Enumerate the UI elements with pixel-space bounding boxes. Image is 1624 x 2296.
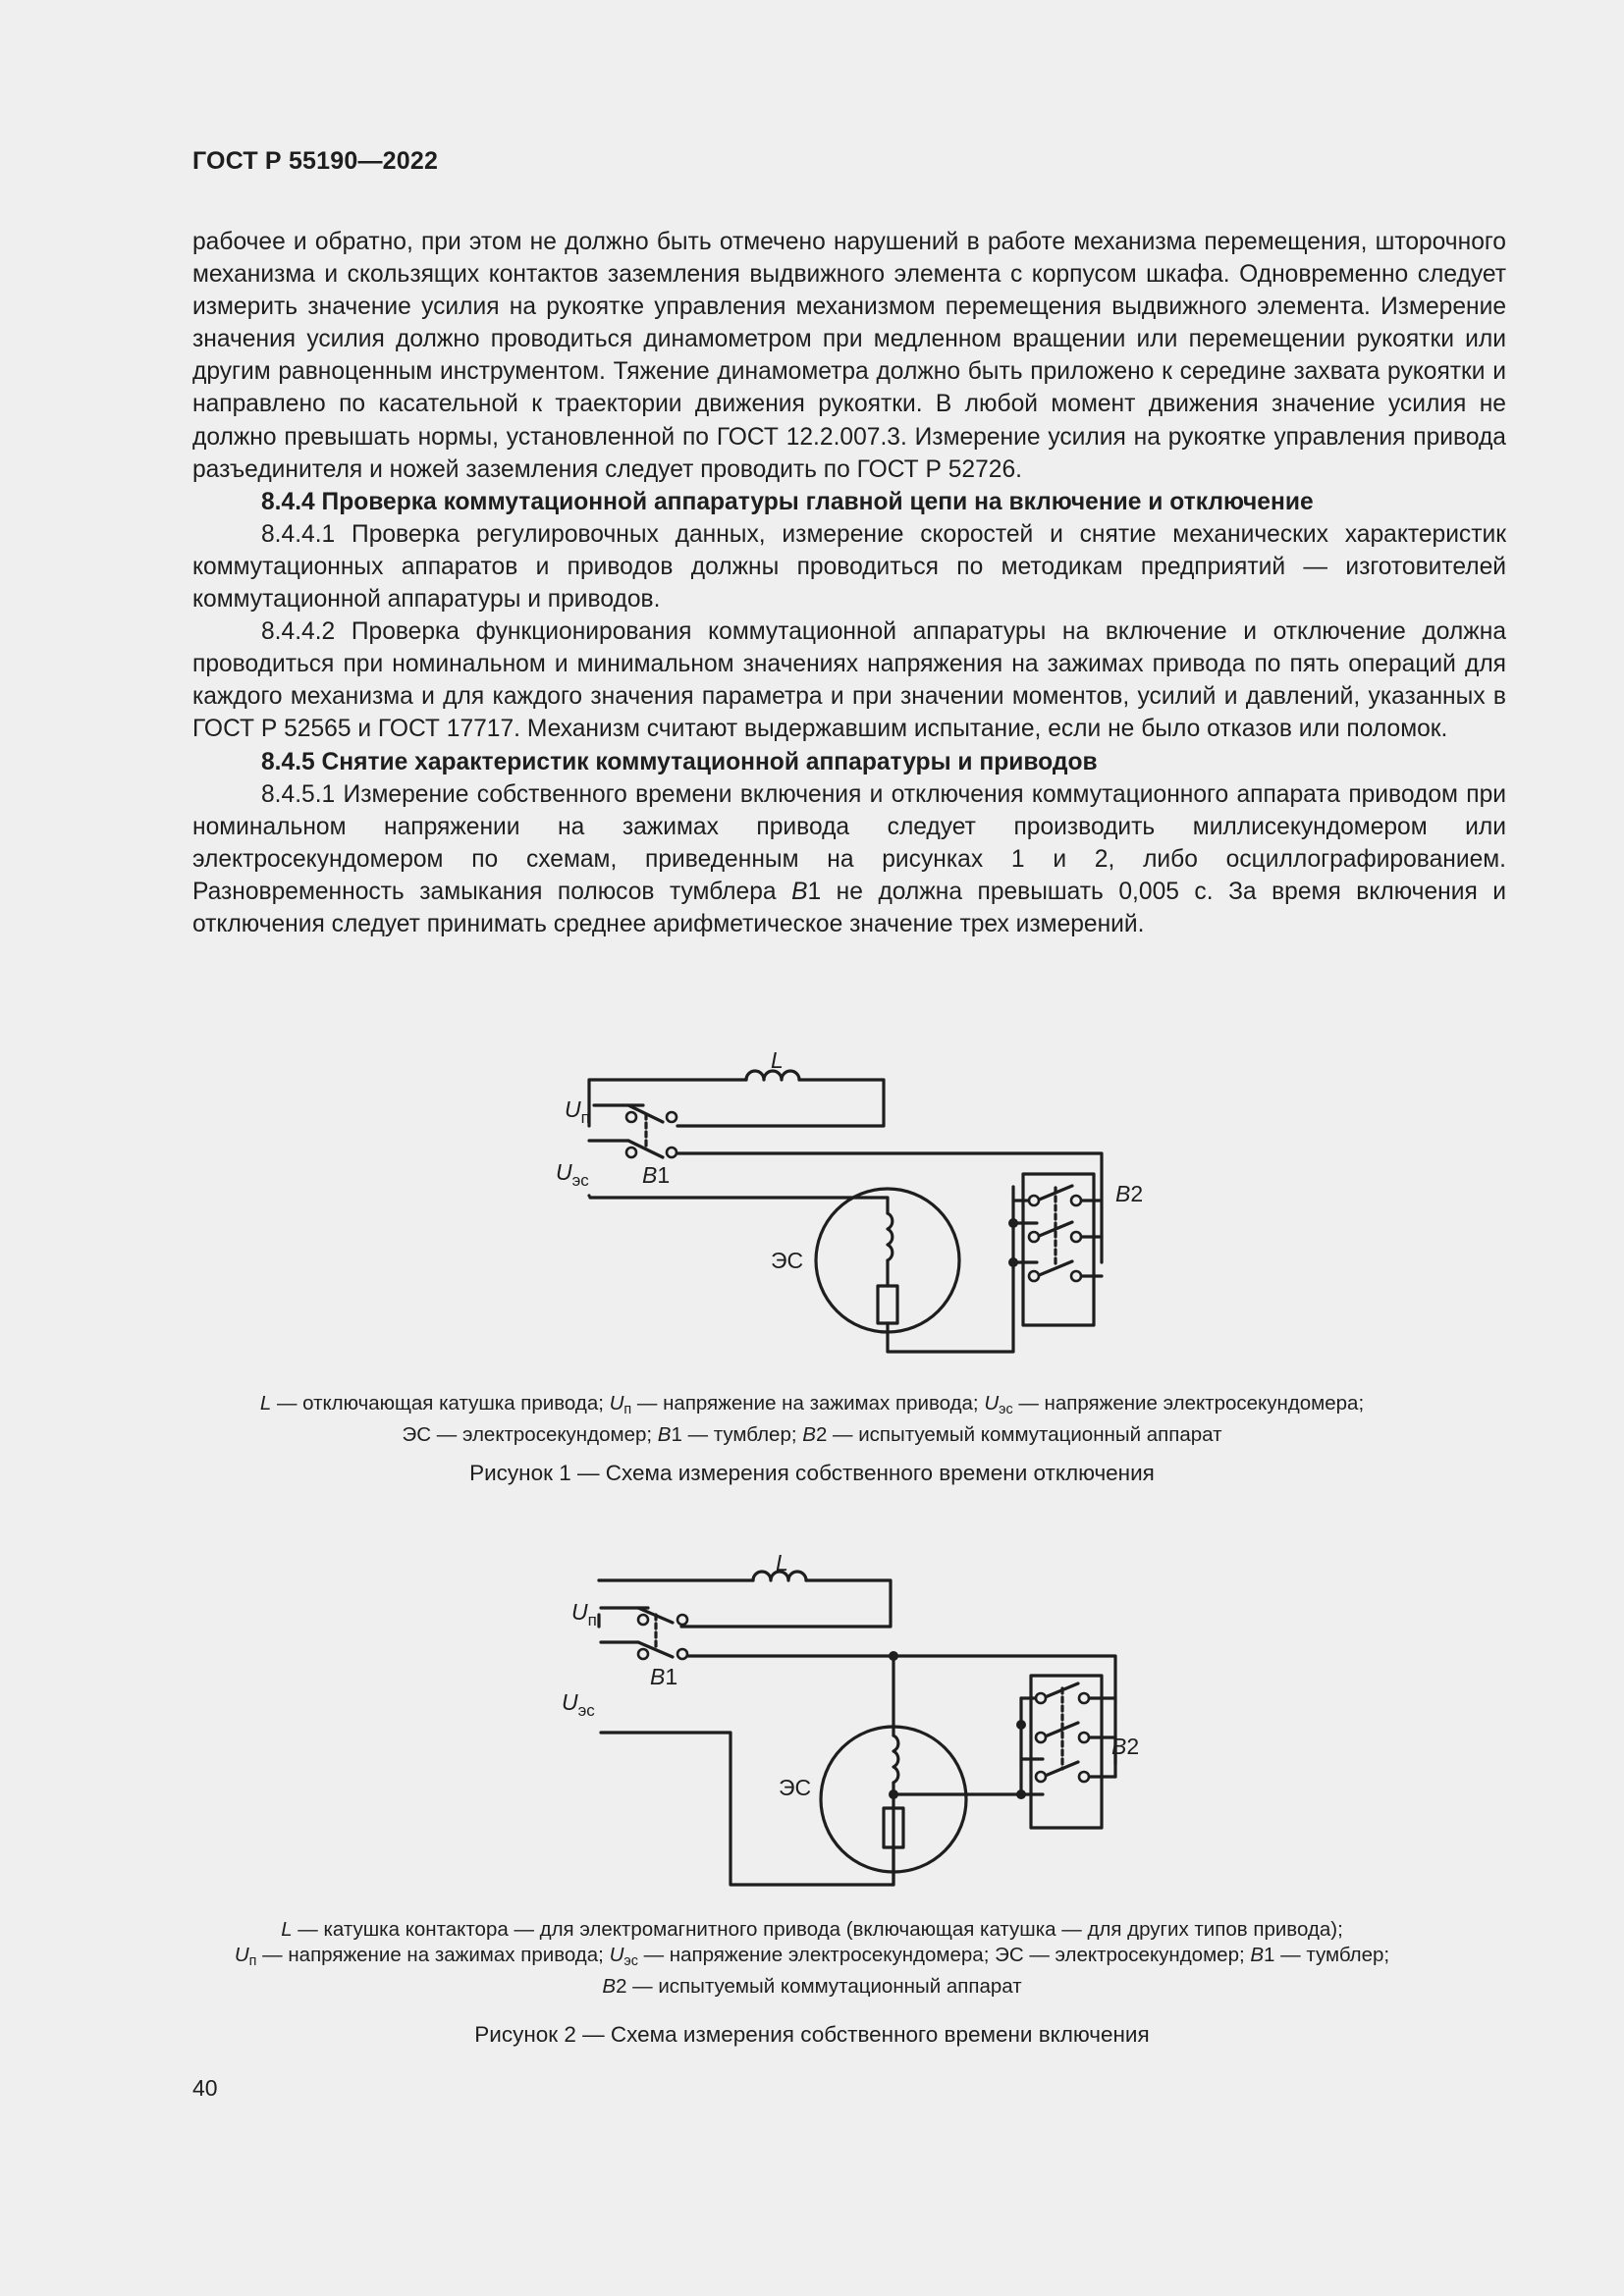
switch-b2-blade: [1043, 1762, 1078, 1777]
circuit-diagram-2: [0, 1551, 1624, 1919]
wire: [681, 1580, 891, 1627]
junction-dot: [1008, 1257, 1018, 1267]
contact: [1079, 1733, 1089, 1742]
contact: [626, 1112, 636, 1122]
junction-dot: [889, 1789, 898, 1799]
stopwatch-coil: [888, 1213, 893, 1260]
legend-line: L — отключающая катушка привода; $U_п$ — напряжение на зажимах привода; $U_{эс}$ — напряжение электросекундомера;: [259, 1392, 1365, 1417]
wire: [856, 1198, 888, 1213]
wire: [589, 1080, 746, 1115]
stopwatch-es-label: ЭС: [771, 1248, 804, 1273]
figure-2: [0, 1551, 1624, 1919]
junction-dot: [1016, 1789, 1026, 1799]
body-text: [192, 226, 1506, 940]
document-header: ГОСТ Р 55190—2022: [192, 147, 439, 175]
contact: [1036, 1693, 1046, 1703]
contact: [1029, 1232, 1039, 1242]
stopwatch-resistor: [878, 1286, 897, 1323]
stopwatch-coil: [893, 1735, 898, 1783]
stopwatch-es-label: ЭС: [779, 1775, 812, 1800]
junction-dot: [889, 1651, 898, 1661]
variable-b: В: [791, 878, 808, 905]
contact: [1071, 1196, 1081, 1205]
paragraph-8-4-5-1-part-a: 8.4.5.1 Измерение собственного времени включения и отключения коммутационного аппарата приводом при номинальном напряжении на зажимах привода следует производить миллисекундомером или электросекундомером по схемам, приведенным на рисунках 1 и 2, либо осциллографированием. Разновременность замыкания полюсов тумблера: [192, 780, 1506, 905]
wire: [677, 1080, 884, 1126]
junction-dot: [1016, 1720, 1026, 1730]
coil-l-label: L: [776, 1551, 788, 1575]
paragraph-8-4-4-2: 8.4.4.2 Проверка функционирования коммутационной аппаратуры на включение и отключение должна проводиться при номинальном и минимальном значениях напряжения на зажимах привода по пять операций для каждого механизма и для каждого значения параметра и при значении моментов, усилий и давлений, указанных в ГОСТ Р 52565 и ГОСТ 17717. Механизм считают выдержавшим испытание, если не было отказов или поломок.: [192, 618, 1506, 743]
switch-b2-label: В2: [1111, 1734, 1140, 1759]
contact: [667, 1148, 677, 1157]
voltage-up-label: $U_п$: [565, 1096, 590, 1127]
switch-b1-label: В1: [642, 1162, 671, 1188]
contact: [1079, 1772, 1089, 1782]
contact: [1071, 1232, 1081, 1242]
legend-line: ЭС — электросекундомер; В1 — тумблер; В2 — испытуемый коммутационный аппарат: [402, 1423, 1222, 1446]
figure-2-legend: [147, 1917, 1477, 2000]
switch-b2-blade: [1043, 1723, 1078, 1737]
switch-b1-label: В1: [650, 1664, 678, 1689]
contact: [1079, 1693, 1089, 1703]
figure-1: [0, 1031, 1624, 1374]
contact: [677, 1649, 687, 1659]
switch-b2-blade: [1043, 1683, 1078, 1698]
voltage-ues-label: $U_{эс}$: [556, 1159, 589, 1190]
legend-line: В2 — испытуемый коммутационный аппарат: [602, 1975, 1022, 1998]
figure-1-legend: [147, 1391, 1477, 1448]
wire: [601, 1733, 893, 1885]
switch-b2-label: В2: [1115, 1181, 1144, 1206]
legend-line: L — катушка контактора — для электромагнитного привода (включающая катушка — для других типов привода);: [281, 1918, 1343, 1941]
page-number: 40: [192, 2075, 218, 2101]
voltage-up-label: $U_п$: [571, 1599, 597, 1629]
contact: [1029, 1196, 1039, 1205]
coil-l-label: L: [771, 1047, 784, 1073]
contact: [1036, 1733, 1046, 1742]
contact: [677, 1615, 687, 1625]
paragraph-8-4-5-1: [192, 778, 1506, 940]
figure-2-caption: Рисунок 2 — Схема измерения собственного времени включения: [474, 2022, 1150, 2047]
paragraph-8-4-4-1: 8.4.4.1 Проверка регулировочных данных, измерение скоростей и снятие механических характеристик коммутационных аппаратов и приводов должны проводиться по методикам предприятий — изготовителей коммутационной аппаратуры и приводов.: [192, 520, 1506, 614]
paragraph-8-4-5-1-part-b: 1 не должна превышать 0,005 с. За время включения и отключения следует принимать среднее арифметическое значение трех измерений.: [192, 878, 1507, 937]
contact: [638, 1649, 648, 1659]
contact: [1036, 1772, 1046, 1782]
paragraph-continuation: рабочее и обратно, при этом не должно быть отмечено нарушений в работе механизма перемещения, шторочного механизма и скользящих контактов заземления выдвижного элемента с корпусом шкафа. Одновременно следует измерить значение усилия на рукоятке управления механизмом перемещения выдвижного элемента. Измерение значения усилия должно проводиться динамометром при медленном вращении или перемещении рукоятки или другим равноценным инструментом. Тяжение динамометра должно быть приложено к середине захвата рукоятки и направлено по касательной к траектории движения рукоятки. В любой момент движения значение усилия не должно превышать нормы, установленной по ГОСТ 12.2.007.3. Измерение усилия на рукоятке управления привода разъединителя и ножей заземления следует проводить по ГОСТ Р 52726.: [192, 229, 1506, 483]
voltage-ues-label: $U_{эс}$: [562, 1689, 595, 1720]
contact: [638, 1615, 648, 1625]
contact: [1029, 1271, 1039, 1281]
figure-1-caption: Рисунок 1 — Схема измерения собственного времени отключения: [469, 1461, 1155, 1485]
section-heading-8-4-5: 8.4.5 Снятие характеристик коммутационной аппаратуры и приводов: [261, 748, 1098, 775]
legend-line: $U_п$ — напряжение на зажимах привода; $U_{эс}$ — напряжение электросекундомера; ЭС — электросекундомер; В1 — тумблер;: [234, 1944, 1390, 1969]
wire: [888, 1272, 1013, 1352]
contact: [667, 1112, 677, 1122]
section-heading-8-4-4: 8.4.4 Проверка коммутационной аппаратуры главной цепи на включение и отключение: [261, 488, 1314, 515]
circuit-diagram-1: [0, 1031, 1624, 1374]
junction-dot: [1008, 1218, 1018, 1228]
contact: [1071, 1271, 1081, 1281]
contact: [626, 1148, 636, 1157]
